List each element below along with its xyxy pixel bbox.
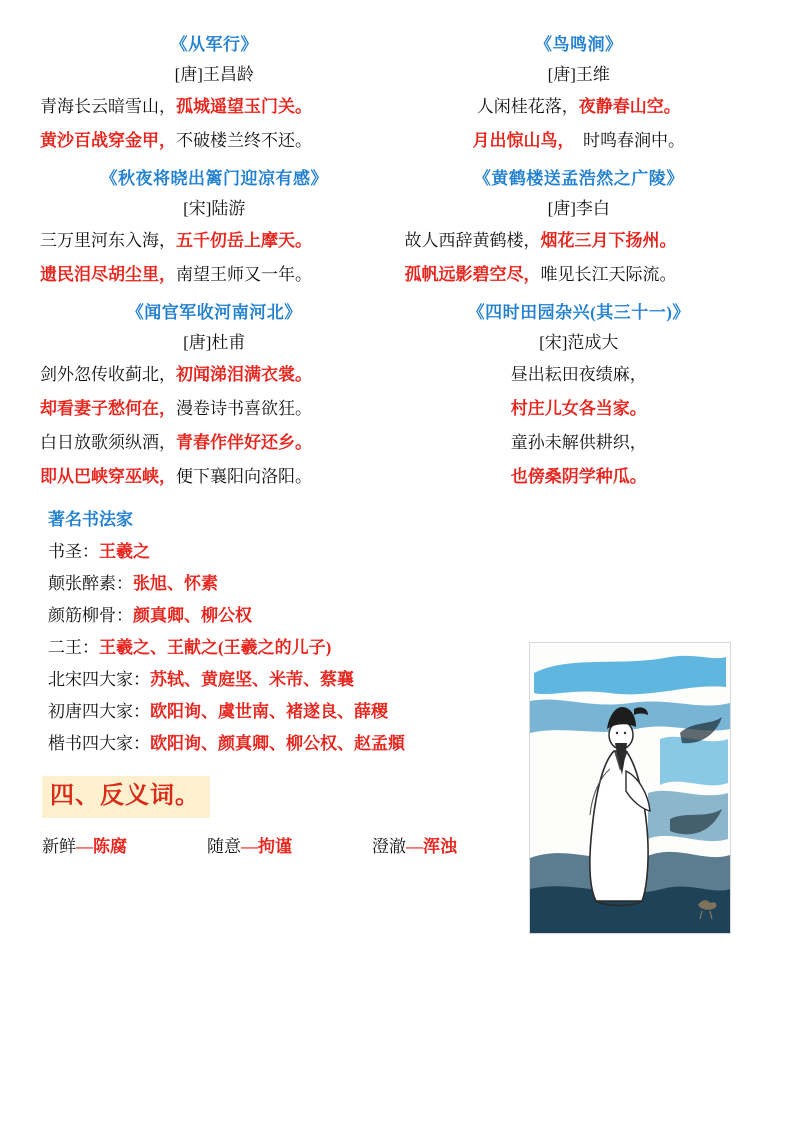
poem-sishitianyuan (405, 298, 754, 494)
poem-segment: 即从巴峡穿巫峡， (40, 467, 176, 486)
calligraphy-value: 王羲之 (99, 542, 150, 561)
scholar-painting-icon (530, 643, 730, 933)
poem-line (40, 124, 389, 158)
poem-line (405, 224, 754, 258)
section-heading-antonyms: 四、反义词。 (42, 776, 210, 818)
calligraphy-value: 颜真卿、柳公权 (133, 606, 252, 625)
calligraphy-block (40, 500, 405, 760)
poem-line (405, 460, 754, 494)
calligraphy-label: 楷书四大家： (48, 734, 150, 753)
antonym-pair (42, 832, 207, 862)
antonym-pair (207, 832, 372, 862)
poem-author: [唐]王维 (547, 65, 610, 84)
calligraphy-label: 北宋四大家： (48, 670, 150, 689)
antonym-left: 随意 (207, 837, 241, 856)
calligraphy-value: 苏轼、黄庭坚、米芾、蔡襄 (150, 670, 354, 689)
antonym-left: 澄澈 (372, 837, 406, 856)
poem-segment: 童孙未解供耕织， (510, 433, 647, 452)
poem-segment: 孤城遥望玉门关。 (176, 97, 312, 116)
poem-segment: 便下襄阳向洛阳。 (176, 467, 312, 486)
poem-line (40, 358, 389, 392)
poem-title: 《四时田园杂兴(其三十一)》 (467, 303, 690, 322)
poem-segment: 漫卷诗书喜欲狂。 (176, 399, 312, 418)
antonym-dash: — (241, 837, 258, 856)
calligraphy-label: 初唐四大家： (48, 702, 150, 721)
poem-line (405, 258, 754, 292)
calligraphy-row (48, 536, 389, 568)
calligraphy-row (48, 728, 405, 760)
antonym-dash: — (76, 837, 93, 856)
poem-line (40, 426, 389, 460)
poem-line (40, 224, 389, 258)
poem-congjunxing (40, 30, 389, 158)
poem-segment: 也傍桑阴学种瓜。 (510, 467, 647, 486)
antonym-pair (372, 832, 542, 862)
poem-segment: 青春作伴好还乡。 (176, 433, 312, 452)
poem-author: [唐]李白 (547, 199, 610, 218)
calligraphy-label: 颜筋柳骨： (48, 606, 133, 625)
calligraphy-row (48, 600, 389, 632)
antonym-right: 陈腐 (93, 837, 127, 856)
antonym-dash: — (406, 837, 423, 856)
poem-line (405, 392, 754, 426)
antonym-right: 浑浊 (423, 837, 457, 856)
calligraphy-value: 欧阳询、虞世南、褚遂良、薛稷 (150, 702, 388, 721)
poem-title: 《鸟鸣涧》 (535, 35, 623, 54)
poem-segment: 孤帆远影碧空尽， (404, 265, 541, 284)
poem-segment: 三万里河东入海， (40, 231, 176, 250)
calligraphy-value: 张旭、怀素 (133, 574, 218, 593)
poem-segment: 不破楼兰终不还。 (176, 131, 312, 150)
calligraphy-label: 二王： (48, 638, 99, 657)
poem-segment: 唯见长江天际流。 (540, 265, 677, 284)
poem-line (40, 90, 389, 124)
poem-segment: 村庄儿女各当家。 (510, 399, 647, 418)
poem-line (405, 124, 754, 158)
poem-title: 《闻官军收河南河北》 (126, 303, 302, 322)
poem-segment: 遗民泪尽胡尘里， (40, 265, 176, 284)
poem-line (405, 426, 754, 460)
poem-segment: 却看妻子愁何在， (40, 399, 176, 418)
poem-line (40, 460, 389, 494)
poem-segment: 黄沙百战穿金甲， (40, 131, 176, 150)
calligraphy-value: 王羲之、王献之(王羲之的儿子) (99, 638, 332, 657)
poem-segment: 烟花三月下扬州。 (540, 231, 677, 250)
left-column (40, 30, 405, 760)
poem-huanghelou (405, 164, 754, 292)
poem-author: [宋]陆游 (183, 199, 246, 218)
poem-segment: 月出惊山鸟， (472, 131, 566, 150)
poem-niaomingjian (405, 30, 754, 158)
poem-segment: 故人西辞黄鹤楼， (404, 231, 541, 250)
calligraphy-row (48, 696, 389, 728)
poem-title: 《从军行》 (170, 35, 258, 54)
poem-qiuye (40, 164, 389, 292)
poem-segment: 时鸣春涧中。 (566, 131, 685, 150)
poem-segment: 剑外忽传收蓟北， (40, 365, 176, 384)
calligraphy-row (48, 568, 389, 600)
poem-segment: 五千仞岳上摩天。 (176, 231, 312, 250)
poem-wenguanjun (40, 298, 389, 494)
calligraphy-row (48, 632, 389, 664)
ink-painting-illustration (529, 642, 731, 934)
poem-author: [唐]王昌龄 (174, 65, 254, 84)
calligraphy-row (48, 664, 389, 696)
poem-line (405, 90, 754, 124)
calligraphy-value: 欧阳询、颜真卿、柳公权、赵孟頫 (150, 734, 405, 753)
poem-line (40, 392, 389, 426)
poem-author: [宋]范成大 (539, 333, 619, 352)
poem-title: 《秋夜将晓出篱门迎凉有感》 (100, 169, 328, 188)
poem-segment: 夜静春山空。 (578, 97, 681, 116)
poem-segment: 昼出耘田夜绩麻， (510, 365, 647, 384)
poem-segment: 白日放歌须纵酒， (40, 433, 176, 452)
poem-segment: 初闻涕泪满衣裳。 (176, 365, 312, 384)
poem-author: [唐]杜甫 (183, 333, 246, 352)
poem-segment: 青海长云暗雪山， (40, 97, 176, 116)
calligraphy-label: 书圣： (48, 542, 99, 561)
poem-segment: 人闲桂花落， (476, 97, 579, 116)
antonym-left: 新鲜 (42, 837, 76, 856)
calligraphy-heading: 著名书法家 (48, 510, 133, 529)
poem-line (405, 358, 754, 392)
poem-title: 《黄鹤楼送孟浩然之广陵》 (473, 169, 684, 188)
calligraphy-label: 颠张醉素： (48, 574, 133, 593)
poem-line (40, 258, 389, 292)
poem-segment: 南望王师又一年。 (176, 265, 312, 284)
antonym-right: 拘谨 (258, 837, 292, 856)
